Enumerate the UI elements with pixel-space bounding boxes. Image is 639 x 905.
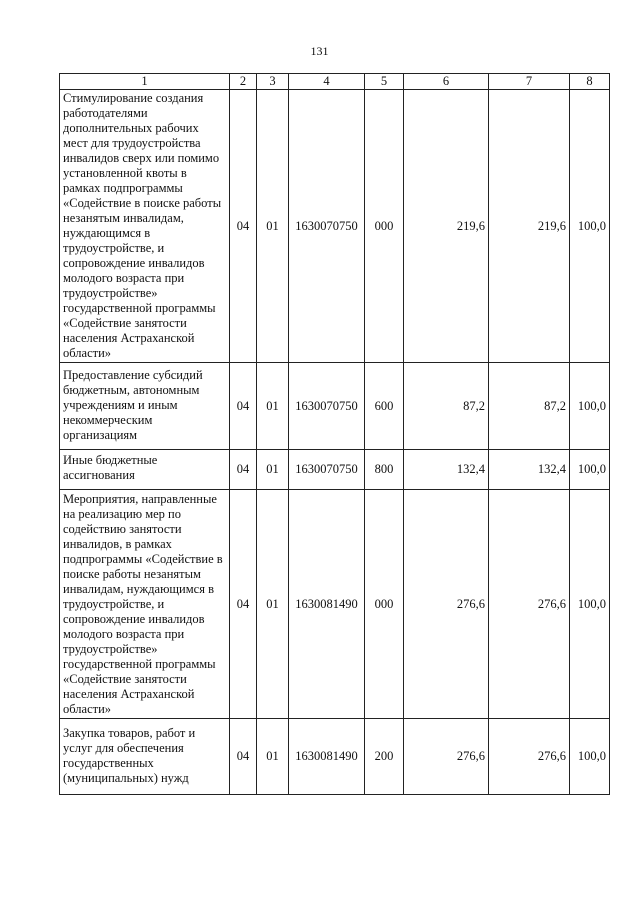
target-article-cell: 1630070750	[289, 450, 365, 490]
target-article-cell: 1630070750	[289, 363, 365, 450]
budget-table	[59, 73, 610, 795]
subsection-cell: 01	[257, 450, 289, 490]
table-header-row	[60, 74, 610, 90]
column-header: 4	[289, 74, 365, 90]
column-header: 5	[365, 74, 404, 90]
subsection-cell: 01	[257, 490, 289, 719]
percent-cell: 100,0	[570, 90, 610, 363]
column-header: 6	[404, 74, 489, 90]
actual-amount-cell: 132,4	[489, 450, 570, 490]
percent-cell: 100,0	[570, 490, 610, 719]
planned-amount-cell: 219,6	[404, 90, 489, 363]
expense-type-cell: 000	[365, 490, 404, 719]
section-cell: 04	[230, 450, 257, 490]
target-article-cell: 1630070750	[289, 90, 365, 363]
table-row	[60, 450, 610, 490]
expense-type-cell: 600	[365, 363, 404, 450]
row-name-cell: Закупка товаров, работ и услуг для обеспечения государственных (муниципальных) нужд	[60, 719, 230, 795]
planned-amount-cell: 87,2	[404, 363, 489, 450]
percent-cell: 100,0	[570, 719, 610, 795]
actual-amount-cell: 276,6	[489, 490, 570, 719]
subsection-cell: 01	[257, 719, 289, 795]
planned-amount-cell: 132,4	[404, 450, 489, 490]
actual-amount-cell: 87,2	[489, 363, 570, 450]
table-row	[60, 490, 610, 719]
percent-cell: 100,0	[570, 363, 610, 450]
expense-type-cell: 800	[365, 450, 404, 490]
planned-amount-cell: 276,6	[404, 719, 489, 795]
actual-amount-cell: 276,6	[489, 719, 570, 795]
subsection-cell: 01	[257, 363, 289, 450]
table-row	[60, 363, 610, 450]
column-header: 8	[570, 74, 610, 90]
page-number: 131	[310, 44, 329, 58]
section-cell: 04	[230, 90, 257, 363]
row-name-cell: Иные бюджетные ассигнования	[60, 450, 230, 490]
target-article-cell: 1630081490	[289, 490, 365, 719]
subsection-cell: 01	[257, 90, 289, 363]
row-name-cell: Мероприятия, направленные на реализацию мер по содействию занятости инвалидов, в рамках подпрограммы «Содействие в поиске работы незанятым инвалидам, нуждающимся в трудоустройстве, и сопровождение инвалидов молодого возраста при трудоустройстве» государственной программы «Содействие занятости населения Астраханской области»	[60, 490, 230, 719]
actual-amount-cell: 219,6	[489, 90, 570, 363]
table-row	[60, 719, 610, 795]
section-cell: 04	[230, 719, 257, 795]
section-cell: 04	[230, 363, 257, 450]
column-header: 1	[60, 74, 230, 90]
expense-type-cell: 200	[365, 719, 404, 795]
table-row	[60, 90, 610, 363]
percent-cell: 100,0	[570, 450, 610, 490]
column-header: 3	[257, 74, 289, 90]
column-header: 2	[230, 74, 257, 90]
row-name-cell: Стимулирование создания работодателями дополнительных рабочих мест для трудоустройства инвалидов сверх или помимо установленной квоты в рамках подпрограммы «Содействие в поиске работы незанятым инвалидам, нуждающимся в трудоустройстве, и сопровождение инвалидов молодого возраста при трудоустройстве» государственной программы «Содействие занятости населения Астраханской области»	[60, 90, 230, 363]
row-name-cell: Предоставление субсидий бюджетным, автономным учреждениям и иным некоммерческим организациям	[60, 363, 230, 450]
column-header: 7	[489, 74, 570, 90]
expense-type-cell: 000	[365, 90, 404, 363]
planned-amount-cell: 276,6	[404, 490, 489, 719]
section-cell: 04	[230, 490, 257, 719]
target-article-cell: 1630081490	[289, 719, 365, 795]
